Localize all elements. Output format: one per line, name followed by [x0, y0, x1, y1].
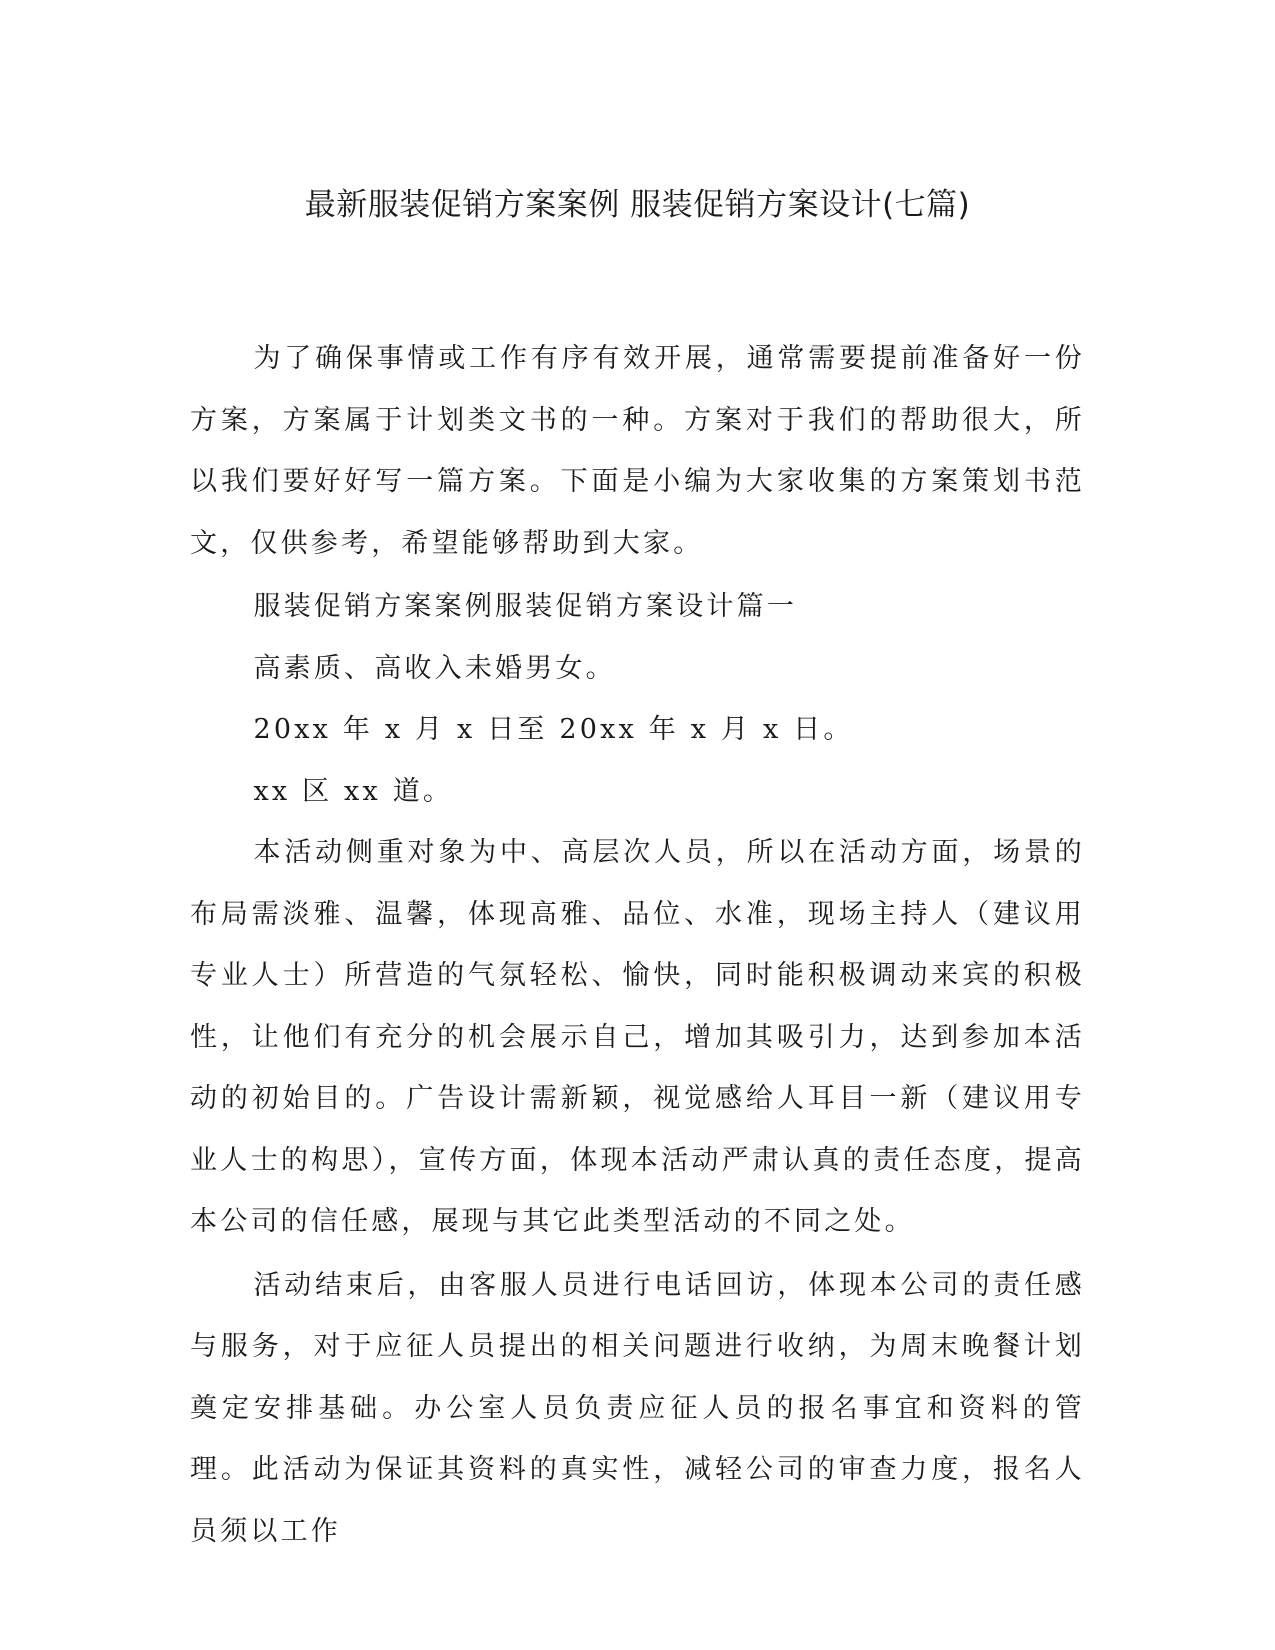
document-title: 最新服装促销方案案例 服装促销方案设计(七篇)	[304, 187, 971, 223]
target-audience-paragraph: 高素质、高收入未婚男女。	[253, 652, 616, 684]
activity-location-paragraph: xx 区 xx 道。	[253, 775, 454, 807]
document-body	[190, 328, 1085, 1564]
activity-design-paragraph: 本活动侧重对象为中、高层次人员，所以在活动方面，场景的布局需淡雅、温馨，体现高雅、品位、水准，现场主持人（建议用专业人士）所营造的气氛轻松、愉快，同时能积极调动来宾的积极性，让他们有充分的机会展示自己，增加其吸引力，达到参加本活动的初始目的。广告设计需新颖，视觉感给人耳目一新（建议用专业人士的构思），宣传方面，体现本活动严肃认真的责任态度，提高本公司的信任感，展现与其它此类型活动的不同之处。	[190, 837, 1085, 1237]
follow-up-paragraph: 活动结束后，由客服人员进行电话回访，体现本公司的责任感与服务，对于应征人员提出的相关问题进行收纳，为周末晚餐计划奠定安排基础。办公室人员负责应征人员的报名事宜和资料的管理。此活动为保证其资料的真实性，减轻公司的审查力度，报名人员须以工作	[190, 1269, 1085, 1547]
intro-paragraph: 为了确保事情或工作有序有效开展，通常需要提前准备好一份方案，方案属于计划类文书的一种。方案对于我们的帮助很大，所以我们要好好写一篇方案。下面是小编为大家收集的方案策划书范文，仅供参考，希望能够帮助到大家。	[190, 343, 1085, 559]
section-heading: 服装促销方案案例服装促销方案设计篇一	[253, 591, 798, 622]
activity-date-paragraph: 20xx 年 x 月 x 日至 20xx 年 x 月 x 日。	[253, 714, 854, 745]
